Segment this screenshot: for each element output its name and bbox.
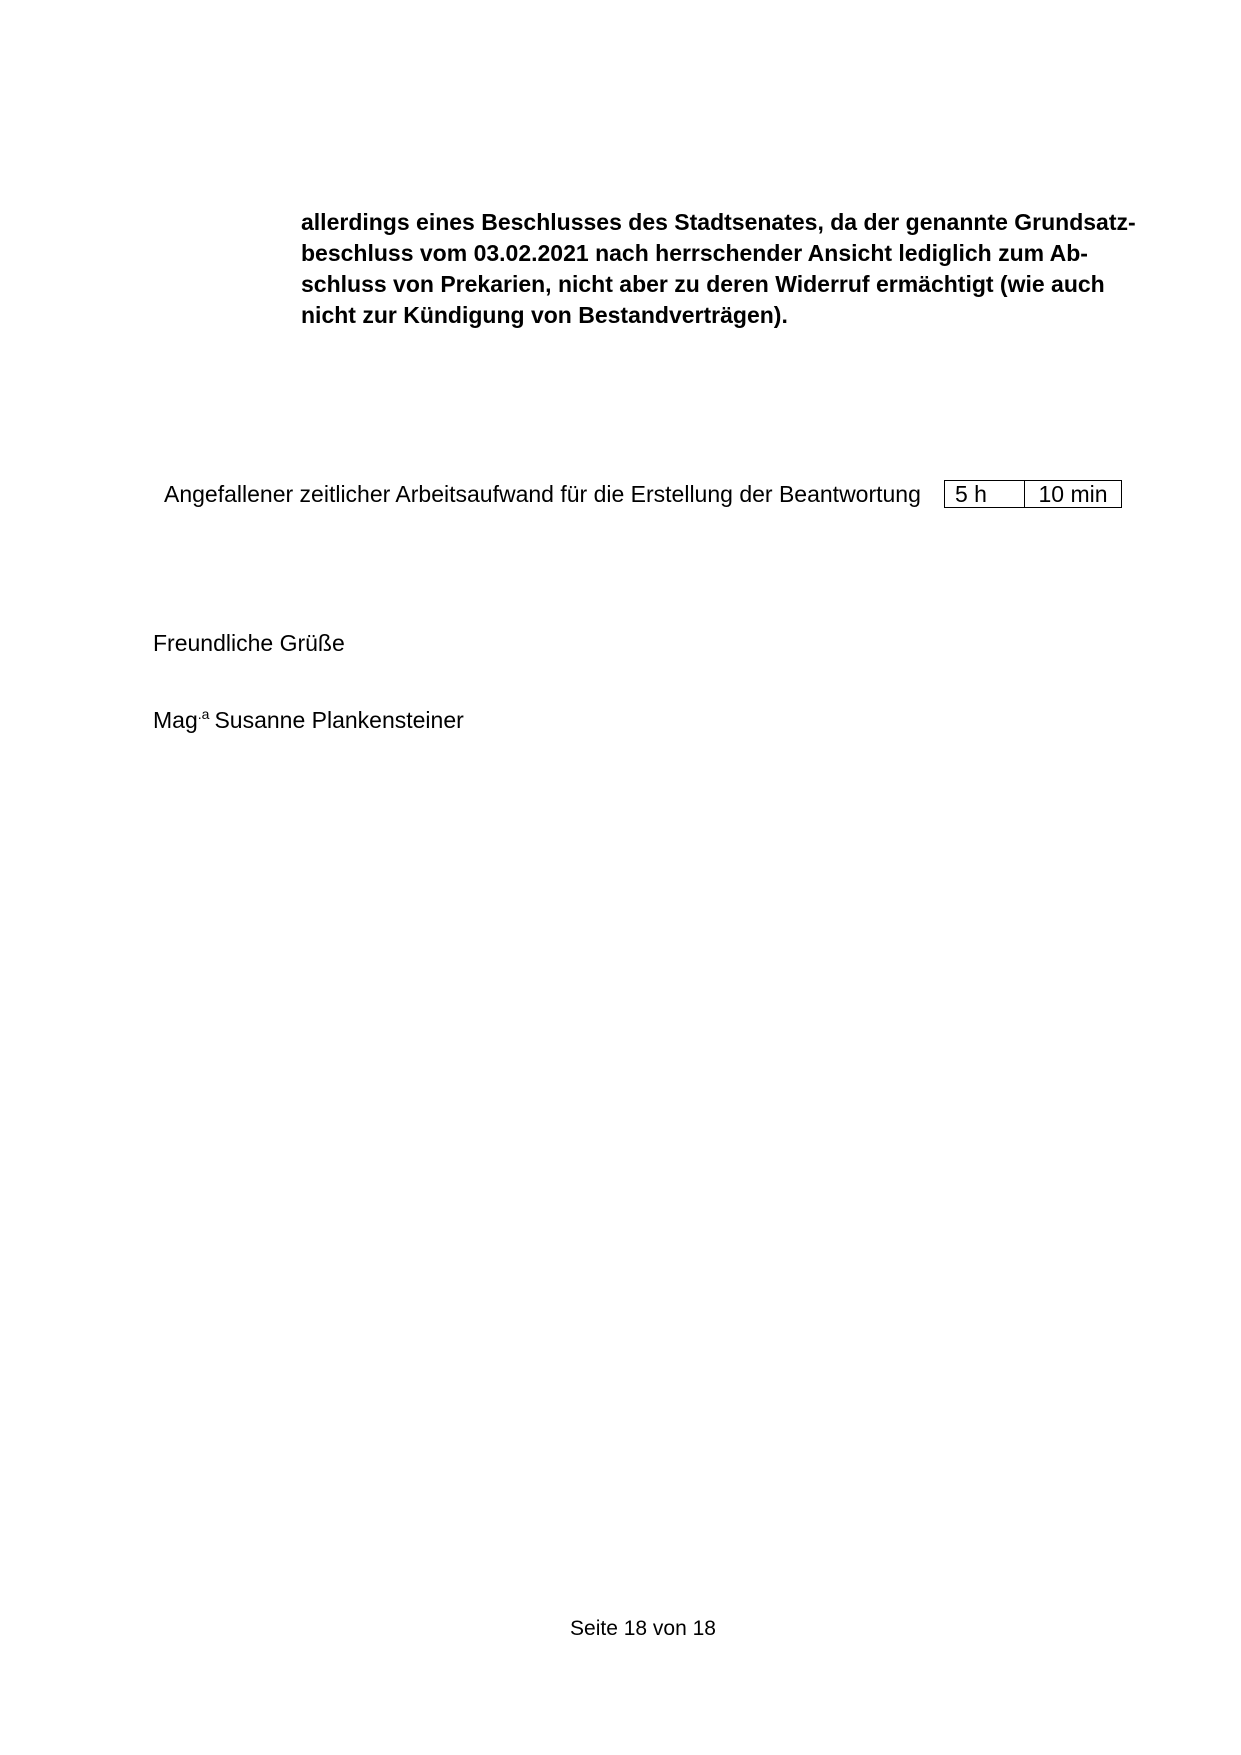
paragraph-line: allerdings eines Beschlusses des Stadtsenates, da der genannte Grundsatz- (301, 209, 1136, 235)
work-effort-minutes: 10 min (1038, 481, 1108, 507)
work-effort-table (944, 480, 1122, 508)
signature-title: Mag (153, 707, 198, 733)
signature-name: Susanne Plankensteiner (214, 707, 464, 733)
work-effort-label: Angefallener zeitlicher Arbeitsaufwand für die Erstellung der Beantwortung (164, 481, 921, 507)
work-effort-hours: 5 h (945, 481, 1025, 507)
paragraph-line: nicht zur Kündigung von Bestandverträgen). (301, 302, 788, 328)
signature-title-suffix: .a (197, 706, 210, 722)
paragraph-line: schluss von Prekarien, nicht aber zu deren Widerruf ermächtigt (wie auch (301, 271, 1105, 297)
closing-greeting: Freundliche Grüße (153, 630, 345, 656)
signature (153, 700, 464, 734)
page-number-footer: Seite 18 von 18 (570, 1617, 716, 1640)
body-paragraph (301, 207, 1141, 331)
paragraph-line: beschluss vom 03.02.2021 nach herrschender Ansicht lediglich zum Ab- (301, 240, 1088, 266)
